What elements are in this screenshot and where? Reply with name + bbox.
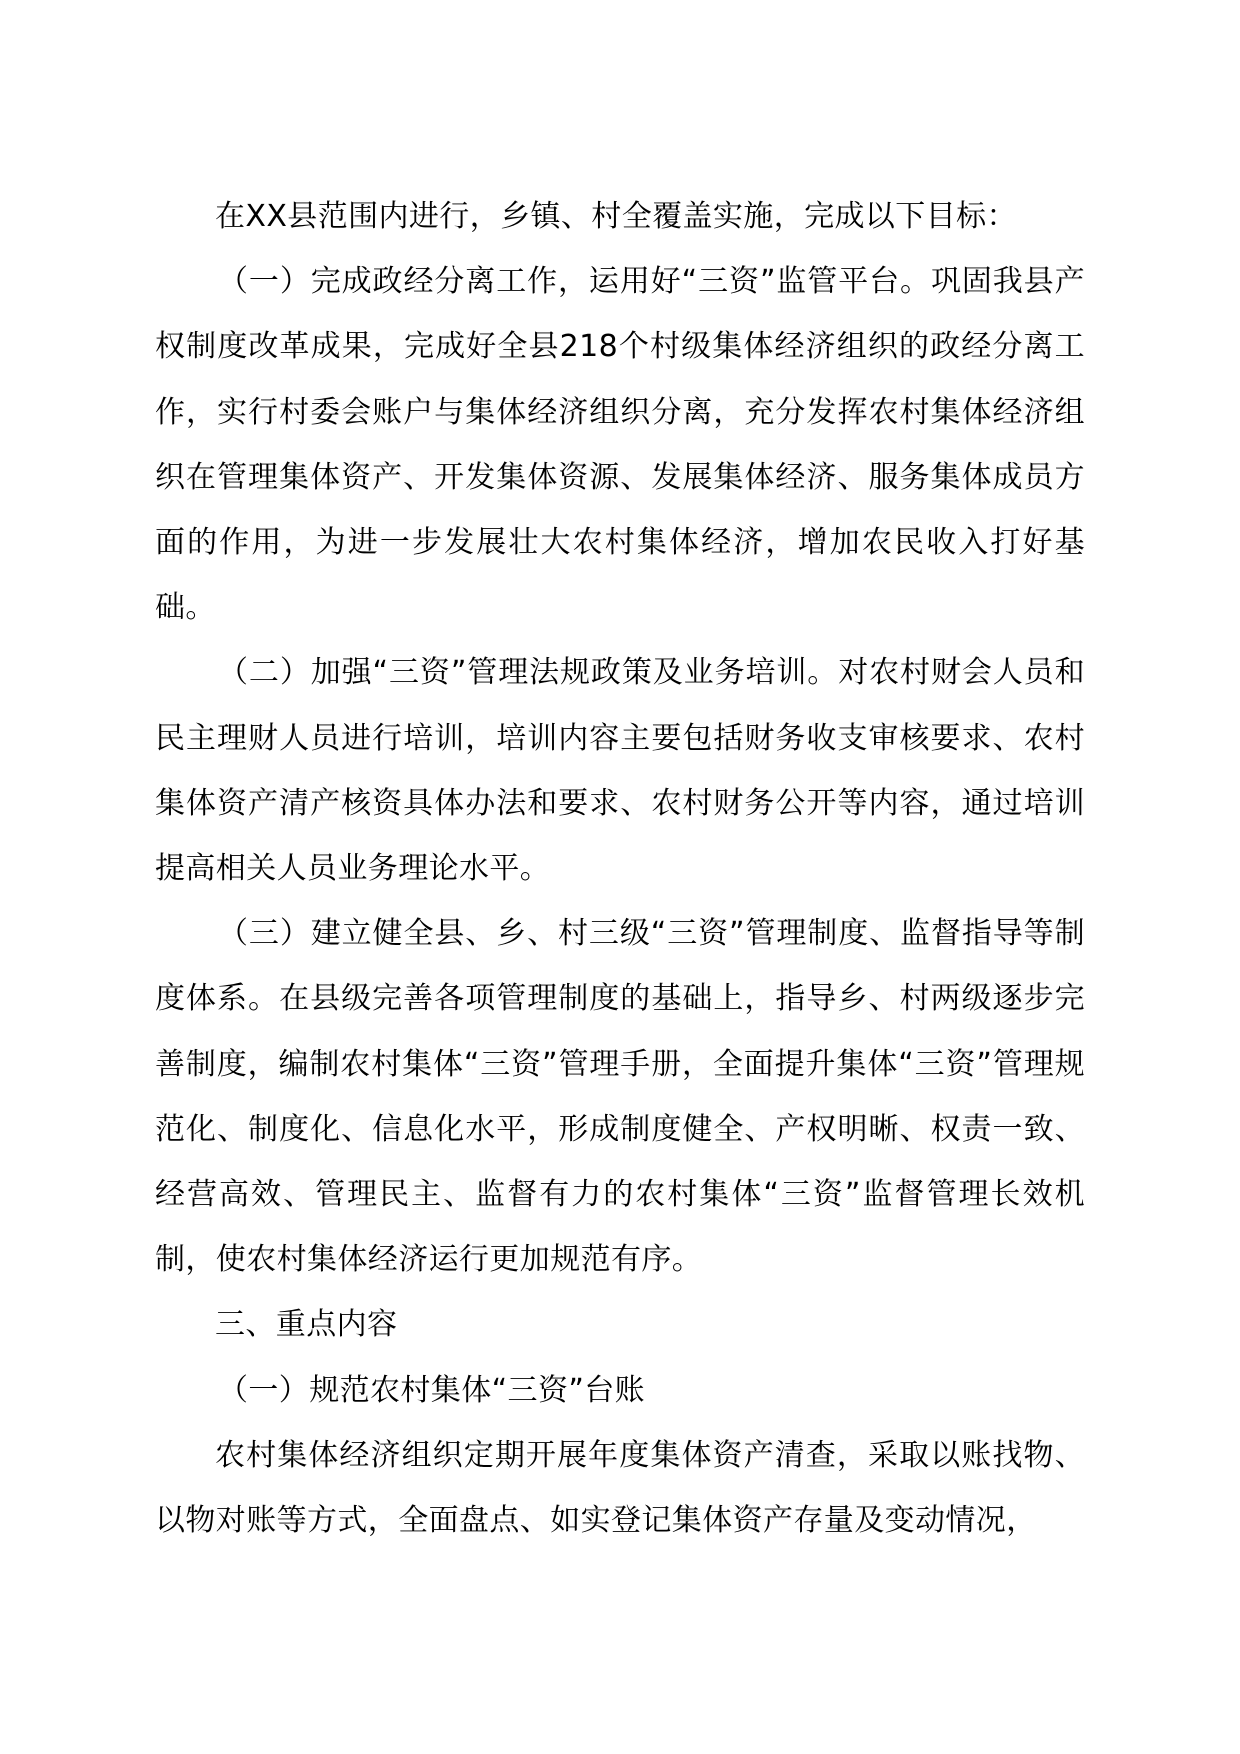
subsection-heading: （一）规范农村集体“三资”台账 [218, 1372, 646, 1408]
intro-paragraph: 在XX县范围内进行，乡镇、村全覆盖实施，完成以下目标： [215, 199, 1017, 234]
document-body [155, 184, 1085, 1553]
goal-two-paragraph: （二）加强“三资”管理法规政策及业务培训。对农村财会人员和民主理财人员进行培训，培训内容主要包括财务收支审核要求、农村集体资产清产核资具体办法和要求、农村财务公开等内容，通过培训提高相关人员业务理论水平。 [155, 655, 1085, 887]
goal-one-paragraph: （一）完成政经分离工作，运用好“三资”监管平台。巩固我县产权制度改革成果，完成好全县218个村级集体经济组织的政经分离工作，实行村委会账户与集体经济组织分离，充分发挥农村集体经济组织在管理集体资产、开发集体资源、发展集体经济、服务集体成员方面的作用，为进一步发展壮大农村集体经济，增加农民收入打好基础。 [155, 264, 1085, 626]
goal-three-paragraph: （三）建立健全县、乡、村三级“三资”管理制度、监督指导等制度体系。在县级完善各项管理制度的基础上，指导乡、村两级逐步完善制度，编制农村集体“三资”管理手册，全面提升集体“三资”管理规范化、制度化、信息化水平，形成制度健全、产权明晰、权责一致、经营高效、管理民主、监督有力的农村集体“三资”监督管理长效机制，使农村集体经济运行更加规范有序。 [155, 916, 1085, 1278]
section-heading: 三、重点内容 [215, 1307, 398, 1343]
body-paragraph: 农村集体经济组织定期开展年度集体资产清查，采取以账找物、以物对账等方式，全面盘点、如实登记集体资产存量及变动情况， [155, 1437, 1085, 1539]
